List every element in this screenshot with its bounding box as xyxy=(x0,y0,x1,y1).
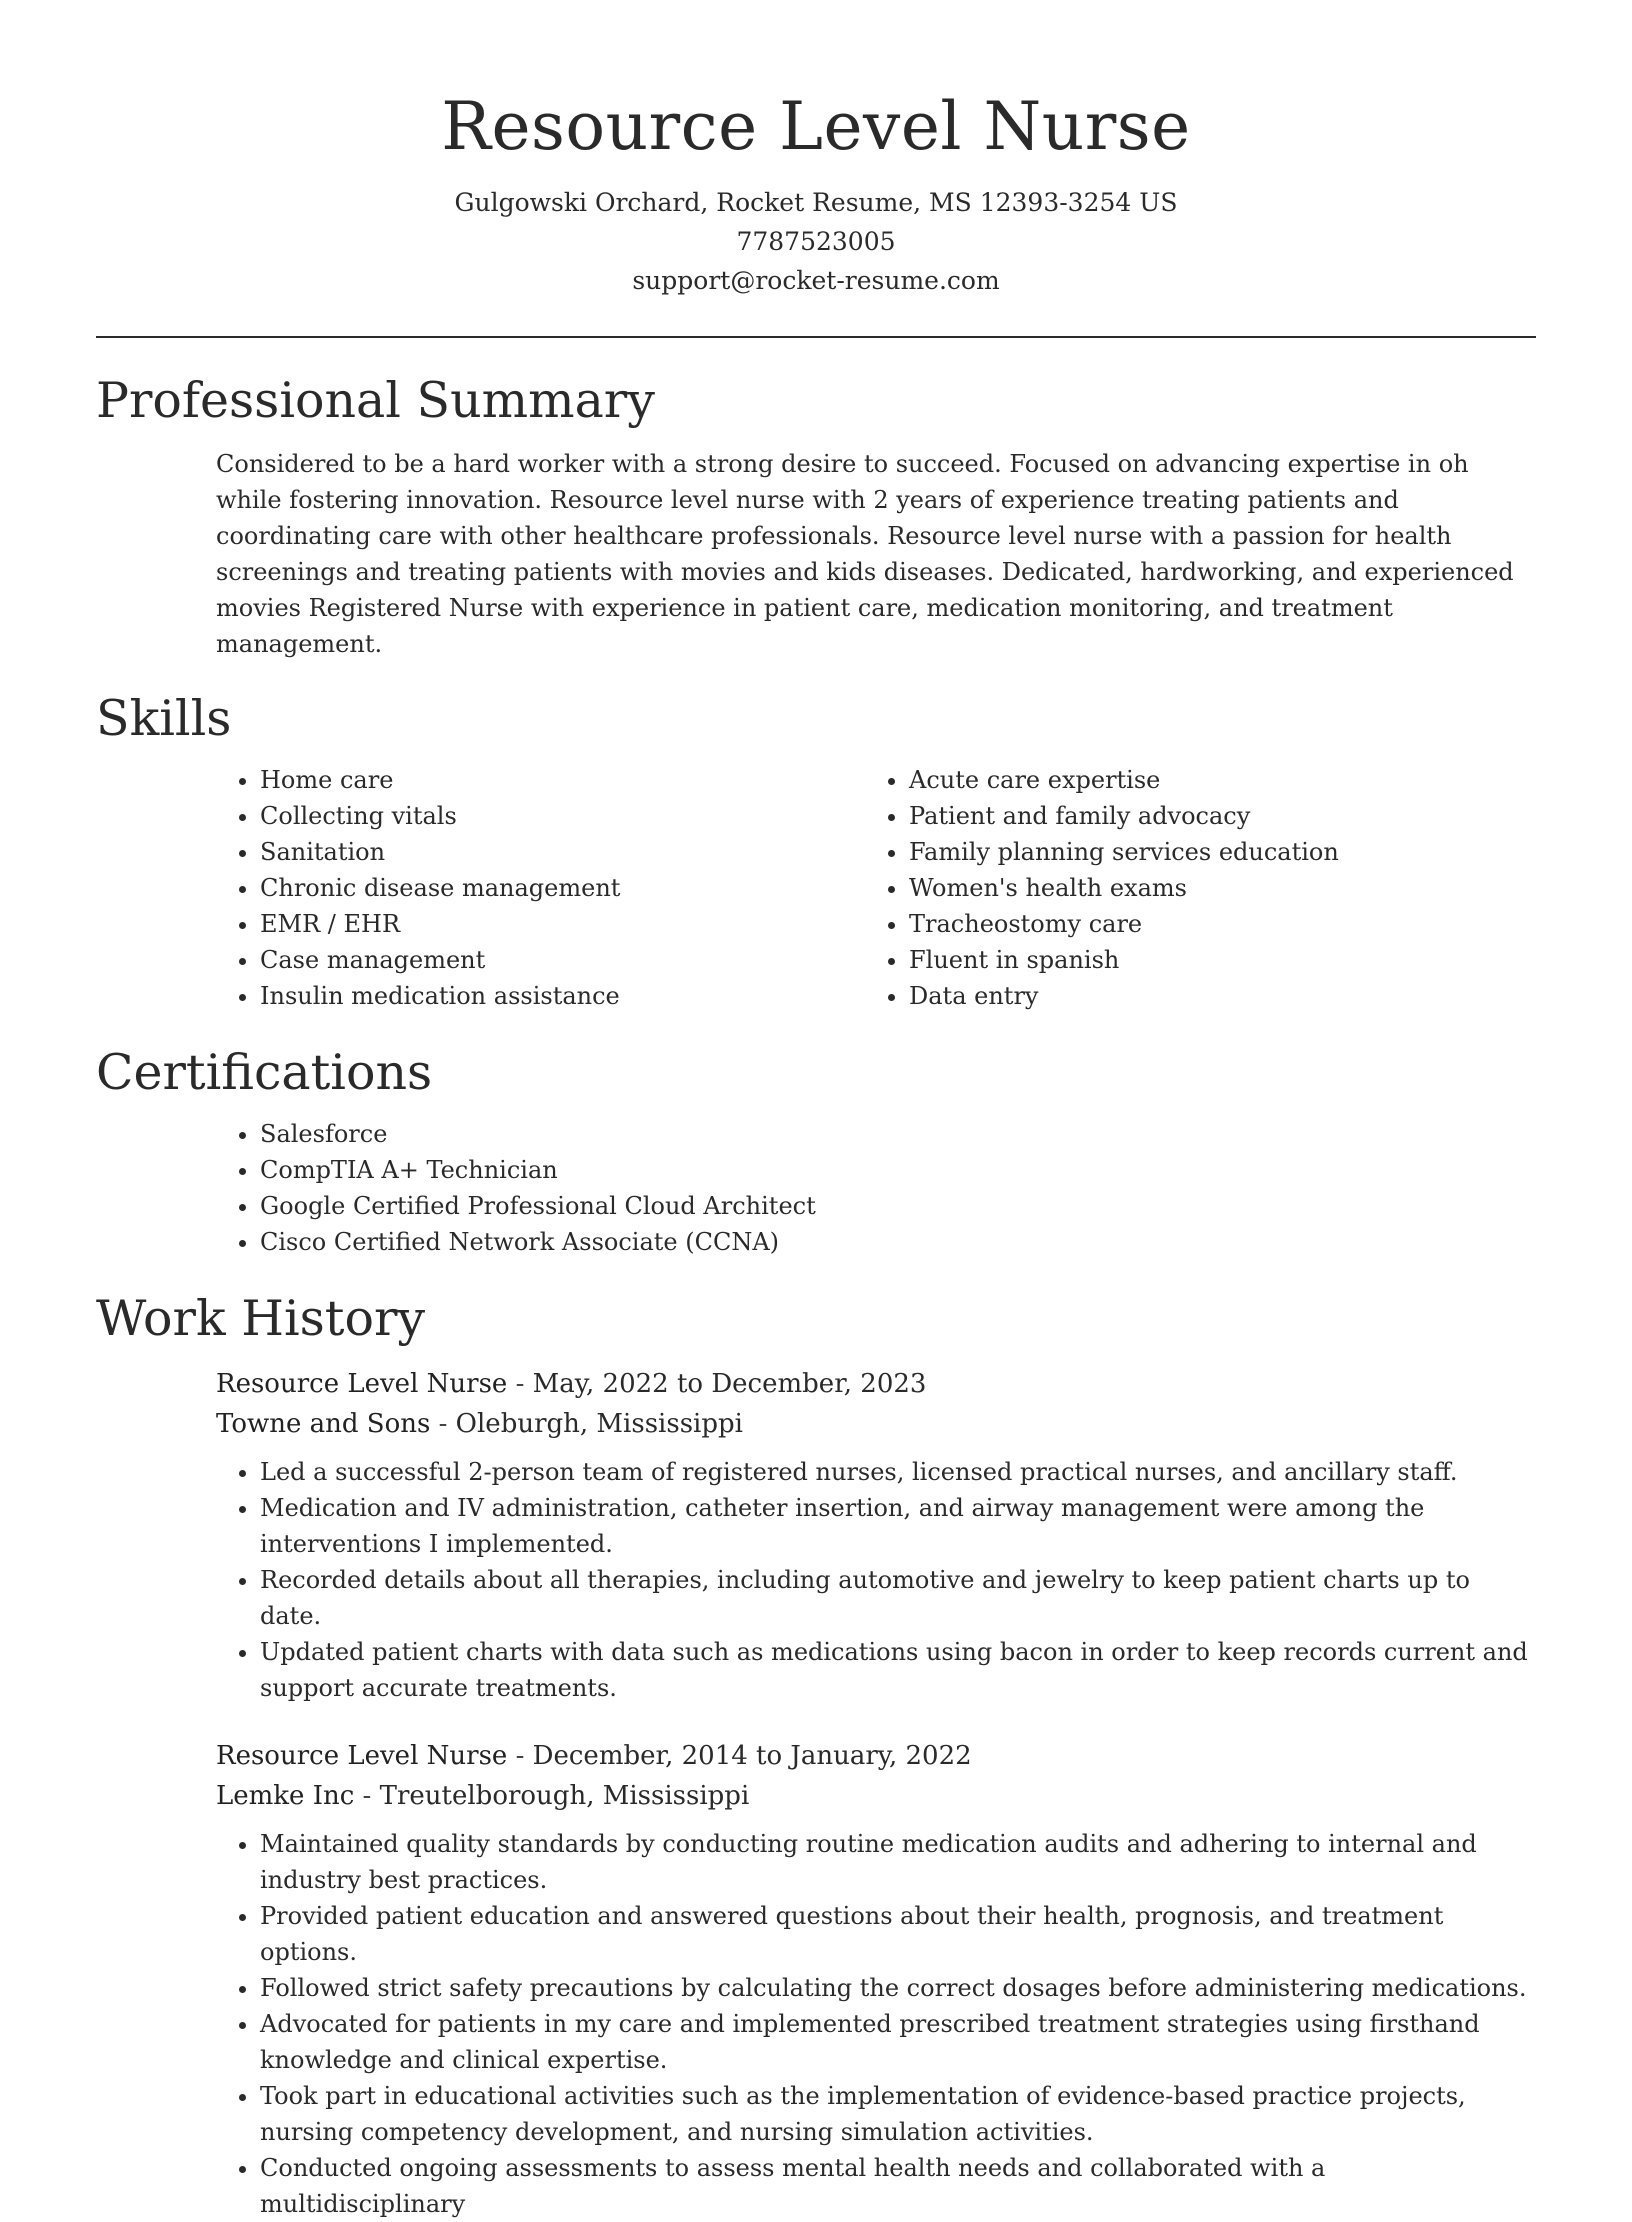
skill-item: • EMR / EHR xyxy=(260,906,865,942)
job-separator: - xyxy=(507,1741,533,1771)
job-title-line xyxy=(216,1364,1536,1404)
skills-list-left xyxy=(216,762,865,1014)
job-title-line xyxy=(216,1736,1536,1776)
skill-item: • Tracheostomy care xyxy=(909,906,1514,942)
job-bullet: • Followed strict safety precautions by calculating the correct dosages before administering medications. xyxy=(260,1970,1536,2006)
work-history-section xyxy=(96,1284,1536,2222)
skill-item: • Chronic disease management xyxy=(260,870,865,906)
skill-item: • Fluent in spanish xyxy=(909,942,1514,978)
skills-grid xyxy=(216,762,1536,1014)
skills-section xyxy=(96,684,1536,1014)
job-role: Resource Level Nurse xyxy=(216,1369,508,1399)
job-bullet: • Updated patient charts with data such as medications using bacon in order to keep records current and support accurate treatments. xyxy=(260,1634,1536,1706)
job-company-line xyxy=(216,1404,1536,1444)
job-role: Resource Level Nurse xyxy=(216,1741,508,1771)
skill-item: • Sanitation xyxy=(260,834,865,870)
job-company: Towne and Sons xyxy=(216,1409,431,1439)
skill-item: • Case management xyxy=(260,942,865,978)
certification-item: • Google Certified Professional Cloud Architect xyxy=(260,1188,1536,1224)
certifications-heading: Certifications xyxy=(96,1044,433,1101)
summary-section xyxy=(96,366,1536,662)
certifications-section xyxy=(96,1038,1536,1260)
skill-item: • Insulin medication assistance xyxy=(260,978,865,1014)
contact-phone: 7787523005 xyxy=(736,227,896,256)
skill-item: • Data entry xyxy=(909,978,1514,1014)
skill-item: • Women's health exams xyxy=(909,870,1514,906)
skill-item: • Acute care expertise xyxy=(909,762,1514,798)
skills-list-right xyxy=(865,762,1514,1014)
certification-item: • CompTIA A+ Technician xyxy=(260,1152,1536,1188)
job-bullet: • Provided patient education and answered questions about their health, prognosis, and treatment options. xyxy=(260,1898,1536,1970)
job-separator: - xyxy=(507,1369,533,1399)
job-dates: May, 2022 to December, 2023 xyxy=(532,1369,927,1399)
job-entry xyxy=(216,1736,1536,2222)
job-bullet: • Maintained quality standards by conducting routine medication audits and adhering to internal and industry best practices. xyxy=(260,1826,1536,1898)
skill-item: • Patient and family advocacy xyxy=(909,798,1514,834)
resume-header xyxy=(96,0,1536,300)
skills-heading: Skills xyxy=(96,690,232,747)
candidate-name: Resource Level Nurse xyxy=(441,88,1191,165)
job-entry xyxy=(216,1364,1536,1706)
contact-email: support@rocket-resume.com xyxy=(632,266,1000,295)
summary-text: Considered to be a hard worker with a strong desire to succeed. Focused on advancing expertise in oh while fostering innovation. Resource level nurse with 2 years of experience treating patients and coordinating care with other healthcare professionals. Resource level nurse with a passion for health screenings and treating patients with movies and kids diseases. Dedicated, hardworking, and experienced movies Registered Nurse with experience in patient care, medication monitoring, and treatment management. xyxy=(216,450,1514,658)
summary-heading: Professional Summary xyxy=(96,372,655,429)
job-bullet: • Conducted ongoing assessments to assess mental health needs and collaborated with a multidisciplinary xyxy=(260,2150,1536,2222)
job-separator: - xyxy=(430,1409,456,1439)
skill-item: • Collecting vitals xyxy=(260,798,865,834)
job-bullets xyxy=(216,1454,1536,1706)
job-bullets xyxy=(216,1826,1536,2222)
certification-item: • Salesforce xyxy=(260,1116,1536,1152)
contact-block xyxy=(96,183,1536,300)
resume-page xyxy=(96,0,1536,2222)
job-location: Treutelborough, Mississippi xyxy=(379,1781,750,1811)
job-bullet: • Recorded details about all therapies, including automotive and jewelry to keep patient charts up to date. xyxy=(260,1562,1536,1634)
job-bullet: • Advocated for patients in my care and implemented prescribed treatment strategies using firsthand knowledge and clinical expertise. xyxy=(260,2006,1536,2078)
certification-item: • Cisco Certified Network Associate (CCNA) xyxy=(260,1224,1536,1260)
job-location: Oleburgh, Mississippi xyxy=(455,1409,743,1439)
job-separator: - xyxy=(354,1781,380,1811)
work-history-heading: Work History xyxy=(96,1290,426,1347)
job-bullet: • Took part in educational activities such as the implementation of evidence-based practice projects, nursing competency development, and nursing simulation activities. xyxy=(260,2078,1536,2150)
job-company-line xyxy=(216,1776,1536,1816)
job-bullet: • Medication and IV administration, catheter insertion, and airway management were among the interventions I implemented. xyxy=(260,1490,1536,1562)
skill-item: • Family planning services education xyxy=(909,834,1514,870)
job-dates: December, 2014 to January, 2022 xyxy=(532,1741,972,1771)
job-bullet: • Led a successful 2-person team of registered nurses, licensed practical nurses, and ancillary staff. xyxy=(260,1454,1536,1490)
skill-item: • Home care xyxy=(260,762,865,798)
job-company: Lemke Inc xyxy=(216,1781,355,1811)
certifications-list xyxy=(216,1116,1536,1260)
header-divider xyxy=(96,336,1536,338)
contact-address: Gulgowski Orchard, Rocket Resume, MS 12393-3254 US xyxy=(454,188,1178,217)
